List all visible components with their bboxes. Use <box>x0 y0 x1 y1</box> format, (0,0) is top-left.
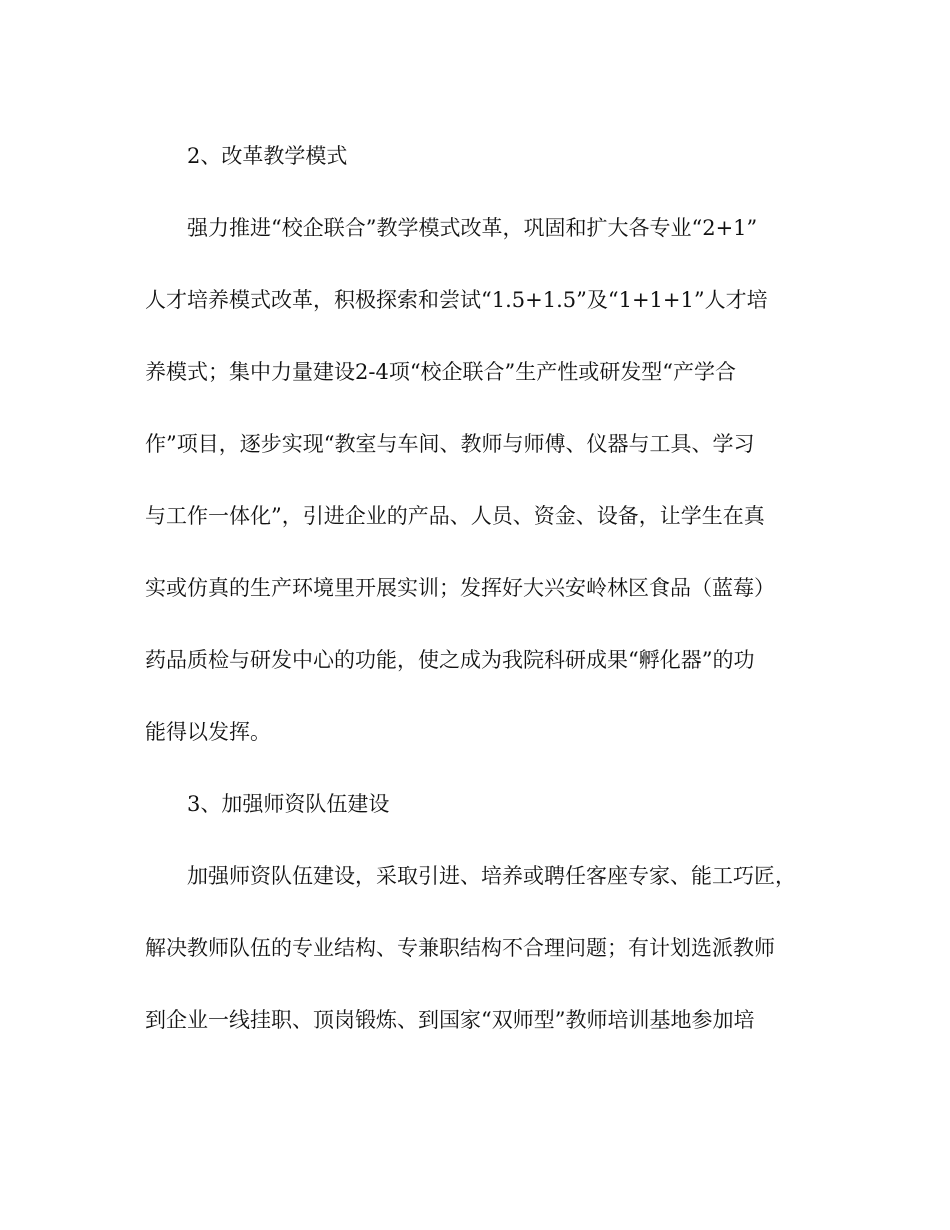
paragraph-line: 解决教师队伍的专业结构、专兼职结构不合理问题；有计划选派教师 <box>145 936 775 960</box>
paragraph-line: 加强师资队伍建设，采取引进、培养或聘任客座专家、能工巧匠， <box>187 864 796 888</box>
section-heading: 3、加强师资队伍建设 <box>187 792 390 816</box>
paragraph-line: 作”项目，逐步实现“教室与车间、教师与师傅、仪器与工具、学习 <box>145 432 755 456</box>
section-heading: 2、改革教学模式 <box>187 144 348 168</box>
document-body <box>145 138 810 1074</box>
paragraph-line: 药品质检与研发中心的功能，使之成为我院科研成果“孵化器”的功 <box>145 648 755 672</box>
section-teaching-mode <box>145 138 810 750</box>
paragraph-line: 能得以发挥。 <box>145 720 271 744</box>
section-teacher-team <box>145 786 810 1038</box>
paragraph-line: 实或仿真的生产环境里开展实训；发挥好大兴安岭林区食品（蓝莓） <box>145 576 775 600</box>
paragraph-line: 人才培养模式改革，积极探索和尝试“1.5+1.5”及“1+1+1”人才培 <box>145 288 768 312</box>
paragraph-line: 养模式；集中力量建设2-4项“校企联合”生产性或研发型“产学合 <box>145 360 737 384</box>
paragraph-line: 到企业一线挂职、顶岗锻炼、到国家“双师型”教师培训基地参加培 <box>145 1008 755 1032</box>
paragraph-line: 与工作一体化”，引进企业的产品、人员、资金、设备，让学生在真 <box>145 504 765 528</box>
paragraph-line: 强力推进“校企联合”教学模式改革，巩固和扩大各专业“2+1” <box>187 216 758 240</box>
